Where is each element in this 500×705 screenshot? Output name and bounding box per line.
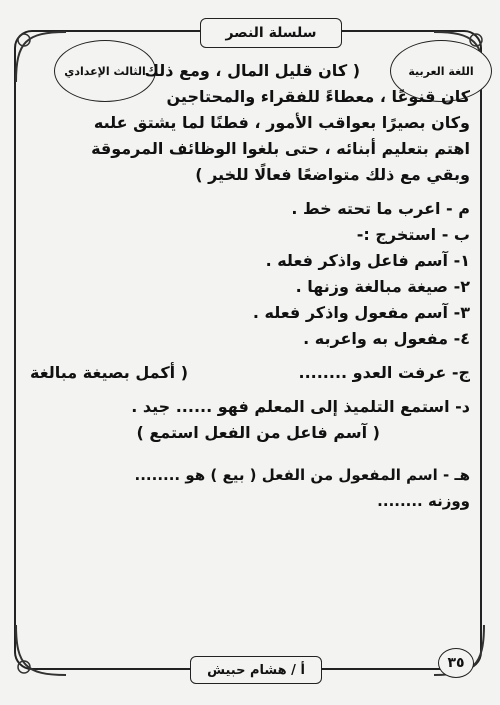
- question-complete-note: ( أكمل بصيغة مبالغة: [30, 363, 189, 382]
- corner-ornament-bottom-left: [6, 615, 76, 685]
- worksheet-body: [30, 58, 470, 514]
- question-complete-row: [30, 360, 470, 386]
- extract-item-2: ٢- صيغة مبالغة وزنها .: [295, 277, 470, 296]
- question-passive-weight: ووزنه ........: [377, 492, 470, 510]
- passage-line-2: كان قنوعًا ، معطاءً للفقراء والمحتاجين: [166, 87, 470, 106]
- page-number: ٣٥: [438, 648, 474, 678]
- subject-badge: اللغة العربية: [390, 40, 492, 102]
- question-extract: ب - استخرج :-: [356, 225, 470, 244]
- author-name: أ / هشام حبيش: [190, 656, 322, 684]
- passage-line-4: اهتم بتعليم أبنائه ، حتى بلغوا الوظائف المرموقة: [91, 139, 470, 158]
- extract-item-3: ٣- آسم مفعول واذكر فعله .: [252, 303, 470, 322]
- extract-item-4: ٤- مفعول به واعربه .: [303, 329, 470, 348]
- question-parse: م - اعرب ما تحته خط .: [291, 199, 470, 218]
- passage-line-3: وكان بصيرًا بعواقب الأمور ، فطنًا لما يشتق علىه: [93, 113, 470, 132]
- question-complete-text: ج- عرفت العدو ........: [298, 363, 470, 382]
- grade-badge: الثالث الإعدادي: [54, 40, 156, 102]
- passage-line-5: وبقي مع ذلك متواضعًا فعالًا للخير ): [195, 165, 470, 184]
- question-passive-participle: هـ - اسم المفعول من الفعل ( بيع ) هو ........: [134, 466, 470, 484]
- series-title: سلسلة النصر: [200, 18, 342, 48]
- question-active-participle: د- استمع التلميذ إلى المعلم فهو ...... جيد .: [131, 397, 470, 416]
- passage-line-1: ( كان قليل المال ، ومع ذلك: [144, 61, 360, 80]
- question-active-participle-note: ( آسم فاعل من الفعل استمع ): [136, 423, 380, 442]
- extract-item-1: ١- آسم فاعل واذكر فعله .: [265, 251, 470, 270]
